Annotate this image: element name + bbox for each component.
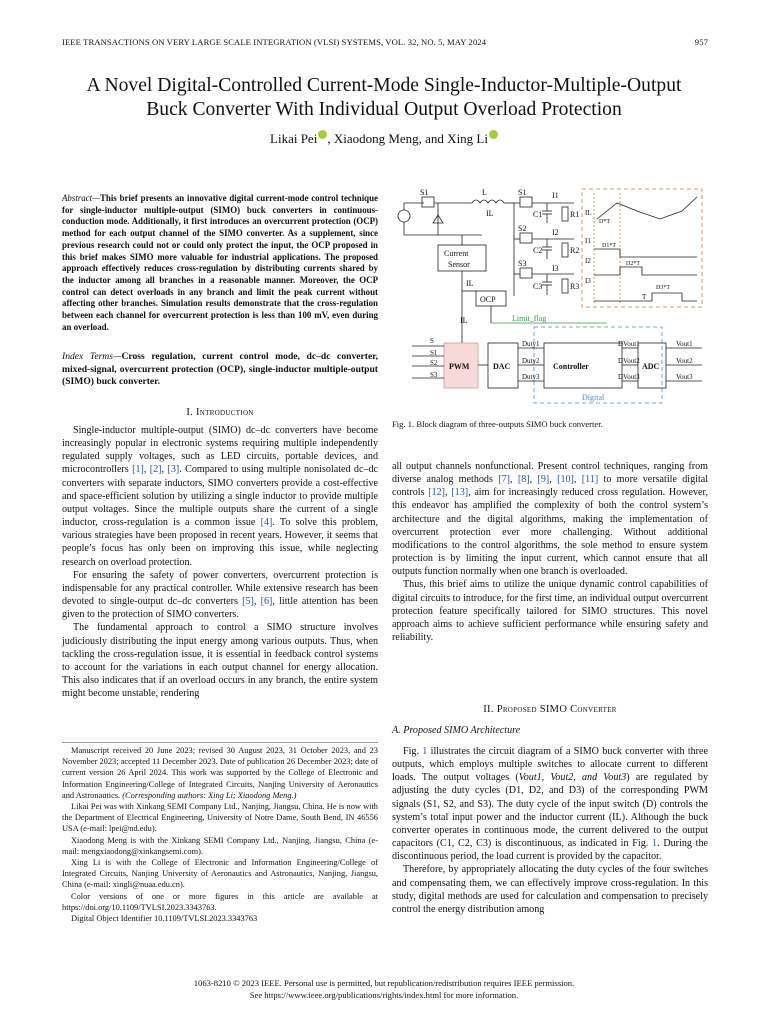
svg-text:Duty1: Duty1 (522, 340, 540, 348)
svg-text:DVout3: DVout3 (618, 373, 640, 381)
figure-1-caption: Fig. 1. Block diagram of three-outputs SIMO buck converter. (392, 419, 603, 429)
citation-link[interactable]: [4] (260, 517, 273, 529)
footnotes (62, 745, 378, 924)
citation-link[interactable]: [10] (557, 474, 574, 486)
timing-diagram-region (582, 189, 702, 307)
copyright-line-2: See https://www.ieee.org/publications/rights/index.html for more information. (249, 989, 519, 1000)
figure-link[interactable]: 1 (652, 838, 658, 850)
paragraph: Thus, this brief aims to utilize the unique dynamic control capabilities of digital circuits to introduce, for the first time, an individual output overcurrent protection feature specifically tailored for SIMO structures. This novel approach aims to achieve sufficient performance while ensuring safety and reliability. (392, 579, 708, 644)
svg-text:Current: Current (444, 249, 469, 258)
subsection-heading: A. Proposed SIMO Architecture (392, 725, 521, 736)
footnote: Color versions of one or more figures in this article are available at https://doi.org/10.1109/TVLSI.2023.3343763. (62, 891, 378, 912)
svg-text:R1: R1 (570, 210, 580, 219)
svg-text:L: L (482, 188, 487, 197)
footnote: Xing Li is with the College of Electronic and Information Engineering/College of Integrated Circuits, Nanjing University of Aeronautics and Astronautics, Nanjing, Jiangsu, China (e-mail: xingli@nuaa.edu.cn). (62, 858, 378, 890)
author-1: Likai Pei (270, 131, 318, 146)
citation-link[interactable]: [9] (537, 474, 550, 486)
paragraph: all output channels nonfunctional. Present control techniques, ranging from diverse analog methods [7], [8], [9], [10], [11] to more versatile digital controls [12], [13], aim for increasingly reduced cross regulation. However, this endeavor has amplified the complexity of both the control system’s architecture and the digital algorithms, making the implementation of overcurrent protection ever more challenging. Without additional modifications to the control algorithms, the sole method to ensure system protection is by limiting the input current, which cannot ensure that all outputs function normally when one branch is overloaded. (392, 461, 709, 578)
svg-text:IL: IL (460, 316, 468, 325)
column-2-body (392, 460, 708, 644)
page-number: 957 (694, 37, 708, 47)
abstract-text: This brief presents an innovative digital current-mode control technique for single-inductor multiple-output (SIMO) buck converters in continuous-conduction mode. Additionally, it first introduces an overcurrent protection (OCP) method for each output channel of the SIMO converter. As a supplement, since previous research could not or could only protect the input, the OCP proposed in this brief makes SIMO more valuable for industrial applications. The proposed approach effectively reduces cross-regulation by distributing currents shared by the inductor among all branches in a reasonable manner. Moreover, the OCP control can detect overloads in any branch and limit the peak current without affecting other branches. Simulation results demonstrate that the cross-regulation between each channel for overcurrent protection is less than 100 mV, even during an overload. (62, 193, 378, 332)
voltage-source (398, 210, 410, 222)
abstract-label: Abstract— (62, 193, 100, 203)
citation-link[interactable]: [1] (132, 464, 144, 476)
title-line-1: A Novel Digital-Controlled Current-Mode Single-Inductor-Multiple-Output (86, 75, 682, 96)
svg-text:Vout2: Vout2 (676, 357, 693, 365)
svg-text:S1: S1 (518, 188, 527, 197)
svg-text:Vout3: Vout3 (676, 373, 693, 381)
journal-name: IEEE TRANSACTIONS ON VERY LARGE SCALE INTEGRATION (VLSI) SYSTEMS, VOL. 32, NO. 5, MAY 2024 (62, 37, 487, 47)
svg-text:S3: S3 (430, 371, 438, 379)
svg-text:Duty3: Duty3 (522, 373, 540, 381)
index-terms (62, 351, 378, 389)
svg-text:I2: I2 (585, 257, 591, 265)
citation-link[interactable]: [8] (517, 474, 530, 486)
abstract (62, 193, 378, 333)
svg-text:PWM: PWM (449, 362, 470, 371)
svg-text:I3: I3 (552, 264, 559, 273)
svg-text:S: S (430, 337, 434, 345)
footnote-rule (62, 742, 378, 743)
svg-text:R3: R3 (570, 282, 580, 291)
svg-text:R2: R2 (570, 246, 580, 255)
svg-text:Limit_flag: Limit_flag (512, 314, 547, 323)
svg-text:I2: I2 (552, 228, 559, 237)
svg-text:Duty2: Duty2 (522, 357, 540, 365)
svg-text:D*T: D*T (599, 219, 610, 225)
citation-link[interactable]: [3] (167, 464, 180, 476)
citation-link[interactable]: [2] (149, 464, 162, 476)
svg-text:T: T (642, 293, 647, 301)
svg-text:Vout1: Vout1 (676, 340, 693, 348)
svg-text:S2: S2 (518, 224, 527, 233)
svg-text:I3: I3 (585, 277, 591, 285)
author-others: , Xiaodong Meng, and Xing Li (327, 131, 488, 146)
svg-text:S1: S1 (420, 188, 429, 197)
svg-text:D2*T: D2*T (626, 261, 640, 267)
svg-text:C2: C2 (533, 246, 543, 255)
running-header (62, 37, 708, 47)
section-heading-proposed: II. Proposed SIMO Converter (483, 704, 617, 715)
svg-text:C3: C3 (533, 282, 543, 291)
citation-link[interactable]: [13] (451, 487, 469, 499)
figure-1-block-diagram (392, 183, 708, 411)
svg-text:DVout2: DVout2 (618, 357, 640, 365)
introduction-body (62, 424, 378, 700)
paragraph: For ensuring the safety of power converters, overcurrent protection is indispensable for any practical controller. While extensive research has been devoted to single-output dc–dc converters [5], [6], little attention has been given to the protection of SIMO converters. (62, 569, 379, 621)
svg-text:ADC: ADC (642, 362, 660, 371)
footnote: Xiaodong Meng is with the Xinkang SEMI Company Ltd., Nanjing, Jiangsu, China (e-mail: mengxiaodong@xinkangsemi.com). (62, 835, 378, 856)
svg-text:Controller: Controller (553, 362, 589, 371)
svg-text:S1: S1 (430, 349, 438, 357)
figure-link[interactable]: 1 (422, 746, 428, 757)
svg-text:S2: S2 (430, 359, 438, 367)
author-list (40, 130, 728, 147)
paragraph: Fig. 1 illustrates the circuit diagram of a SIMO buck converter with three outputs, which employs multiple switches to allocate current to different loads. The output voltages (Vout1, Vout2, and Vout3) are regulated by adjusting the duty cycles (D1, D2, and D3) of the corresponding PWM signals (S1, S2, and S3). The duty cycle of the input switch (D) controls the system’s total input power and the inductor current (IL). Although the buck converter operates in continuous mode, the current delivered to the output capacitors (C1, C2, C3) is discontinuous, as indicated in Fig. 1. During the discontinuous period, the load current is provided by the capacitor. (392, 746, 709, 863)
citation-link[interactable]: [5] (242, 596, 254, 608)
svg-text:IL: IL (486, 209, 494, 218)
svg-text:Sensor: Sensor (448, 260, 470, 269)
svg-text:OCP: OCP (480, 295, 496, 304)
section-2-body (392, 745, 708, 916)
footnote: Manuscript received 20 June 2023; revised 30 August 2023, 31 October 2023, and 23 November 2023; accepted 11 December 2023. Date of publication 26 December 2023; date of current version 26 April 2024. This work was supported by the College of Electronic and Information Engineering/College of Integrated Circuits, Nanjing University of Aeronautics and Astronautics. (Corresponding authors: Xing Li; Xiaodong Meng.) (62, 746, 378, 800)
copyright-notice (40, 978, 728, 1001)
paragraph: Therefore, by appropriately allocating the duty cycles of the four switches and compensating them, we can effectively improve cross-regulation. In this study, digital methods are used for calculation and compensation to precisely control the energy distribution among (392, 864, 708, 915)
footnote: Likai Pei was with Xinkang SEMI Company Ltd., Nanjing, Jiangsu, China. He is now with the Department of Electrical Engineering, University of Notre Dame, South Bend, IN 46556 USA (e-mail: lpei@nd.edu). (62, 802, 378, 834)
paper-title (40, 74, 728, 122)
orcid-icon[interactable] (318, 130, 327, 139)
paragraph: The fundamental approach to control a SIMO structure involves judiciously distributing the input energy among various outputs. Thus, when tackling the cross-regulation issue, it is essential in feedback control systems to account for the variations in each output channel for energy allocation. This also indicates that if an overload occurs in any branch, the entire system might become unstable, rendering (62, 622, 378, 700)
svg-text:Digital: Digital (582, 393, 605, 402)
index-terms-label: Index Terms— (62, 351, 122, 362)
svg-text:IL: IL (585, 209, 592, 217)
copyright-line-1: 1063-8210 © 2023 IEEE. Personal use is permitted, but republication/redistribution requires IEEE permission. (193, 978, 575, 988)
citation-link[interactable]: [12] (428, 487, 446, 499)
citation-link[interactable]: [7] (498, 474, 510, 486)
citation-link[interactable]: [11] (581, 474, 599, 486)
svg-text:I1: I1 (552, 191, 559, 200)
svg-text:C1: C1 (533, 210, 543, 219)
svg-text:S3: S3 (518, 259, 527, 268)
inductor (472, 200, 504, 203)
index-terms-text: Cross regulation, current control mode, dc–dc converter, mixed-signal, overcurrent protection (OCP), single-inductor multiple-output (SIMO) buck converter. (62, 351, 378, 388)
svg-text:IL: IL (466, 279, 474, 288)
orcid-icon[interactable] (489, 130, 498, 139)
svg-text:D3*T: D3*T (656, 285, 670, 291)
svg-text:DVout1: DVout1 (618, 340, 640, 348)
input-switch (422, 197, 434, 207)
footnote: Digital Object Identifier 10.1109/TVLSI.2023.3343763 (71, 914, 258, 924)
svg-text:D1*T: D1*T (602, 243, 616, 249)
paragraph: Single-inductor multiple-output (SIMO) dc–dc converters have become increasingly popular in electronic systems requiring multiple independently regulated supply voltages, such as LED circuits, portable devices, and microcontrollers [1], [2], [3]. Compared to using multiple nonisolated dc–dc converters with separate inductors, SIMO converters provide a cost-effective and space-efficient solution by utilizing a single inductor to provide multiple output voltages. Since the multiple outputs share the current of a single inductor, cross-regulation is a common issue [4]. To solve this problem, various strategies have been proposed in recent years. However, it seems that people’s focus has only been on improving this issue, while neglecting research on overload protection. (62, 425, 379, 568)
section-heading-introduction: I. Introduction (186, 407, 254, 418)
svg-text:I1: I1 (585, 237, 591, 245)
svg-text:DAC: DAC (493, 362, 511, 371)
title-line-2: Buck Converter With Individual Output Overload Protection (146, 99, 622, 120)
citation-link[interactable]: [6] (260, 596, 273, 608)
